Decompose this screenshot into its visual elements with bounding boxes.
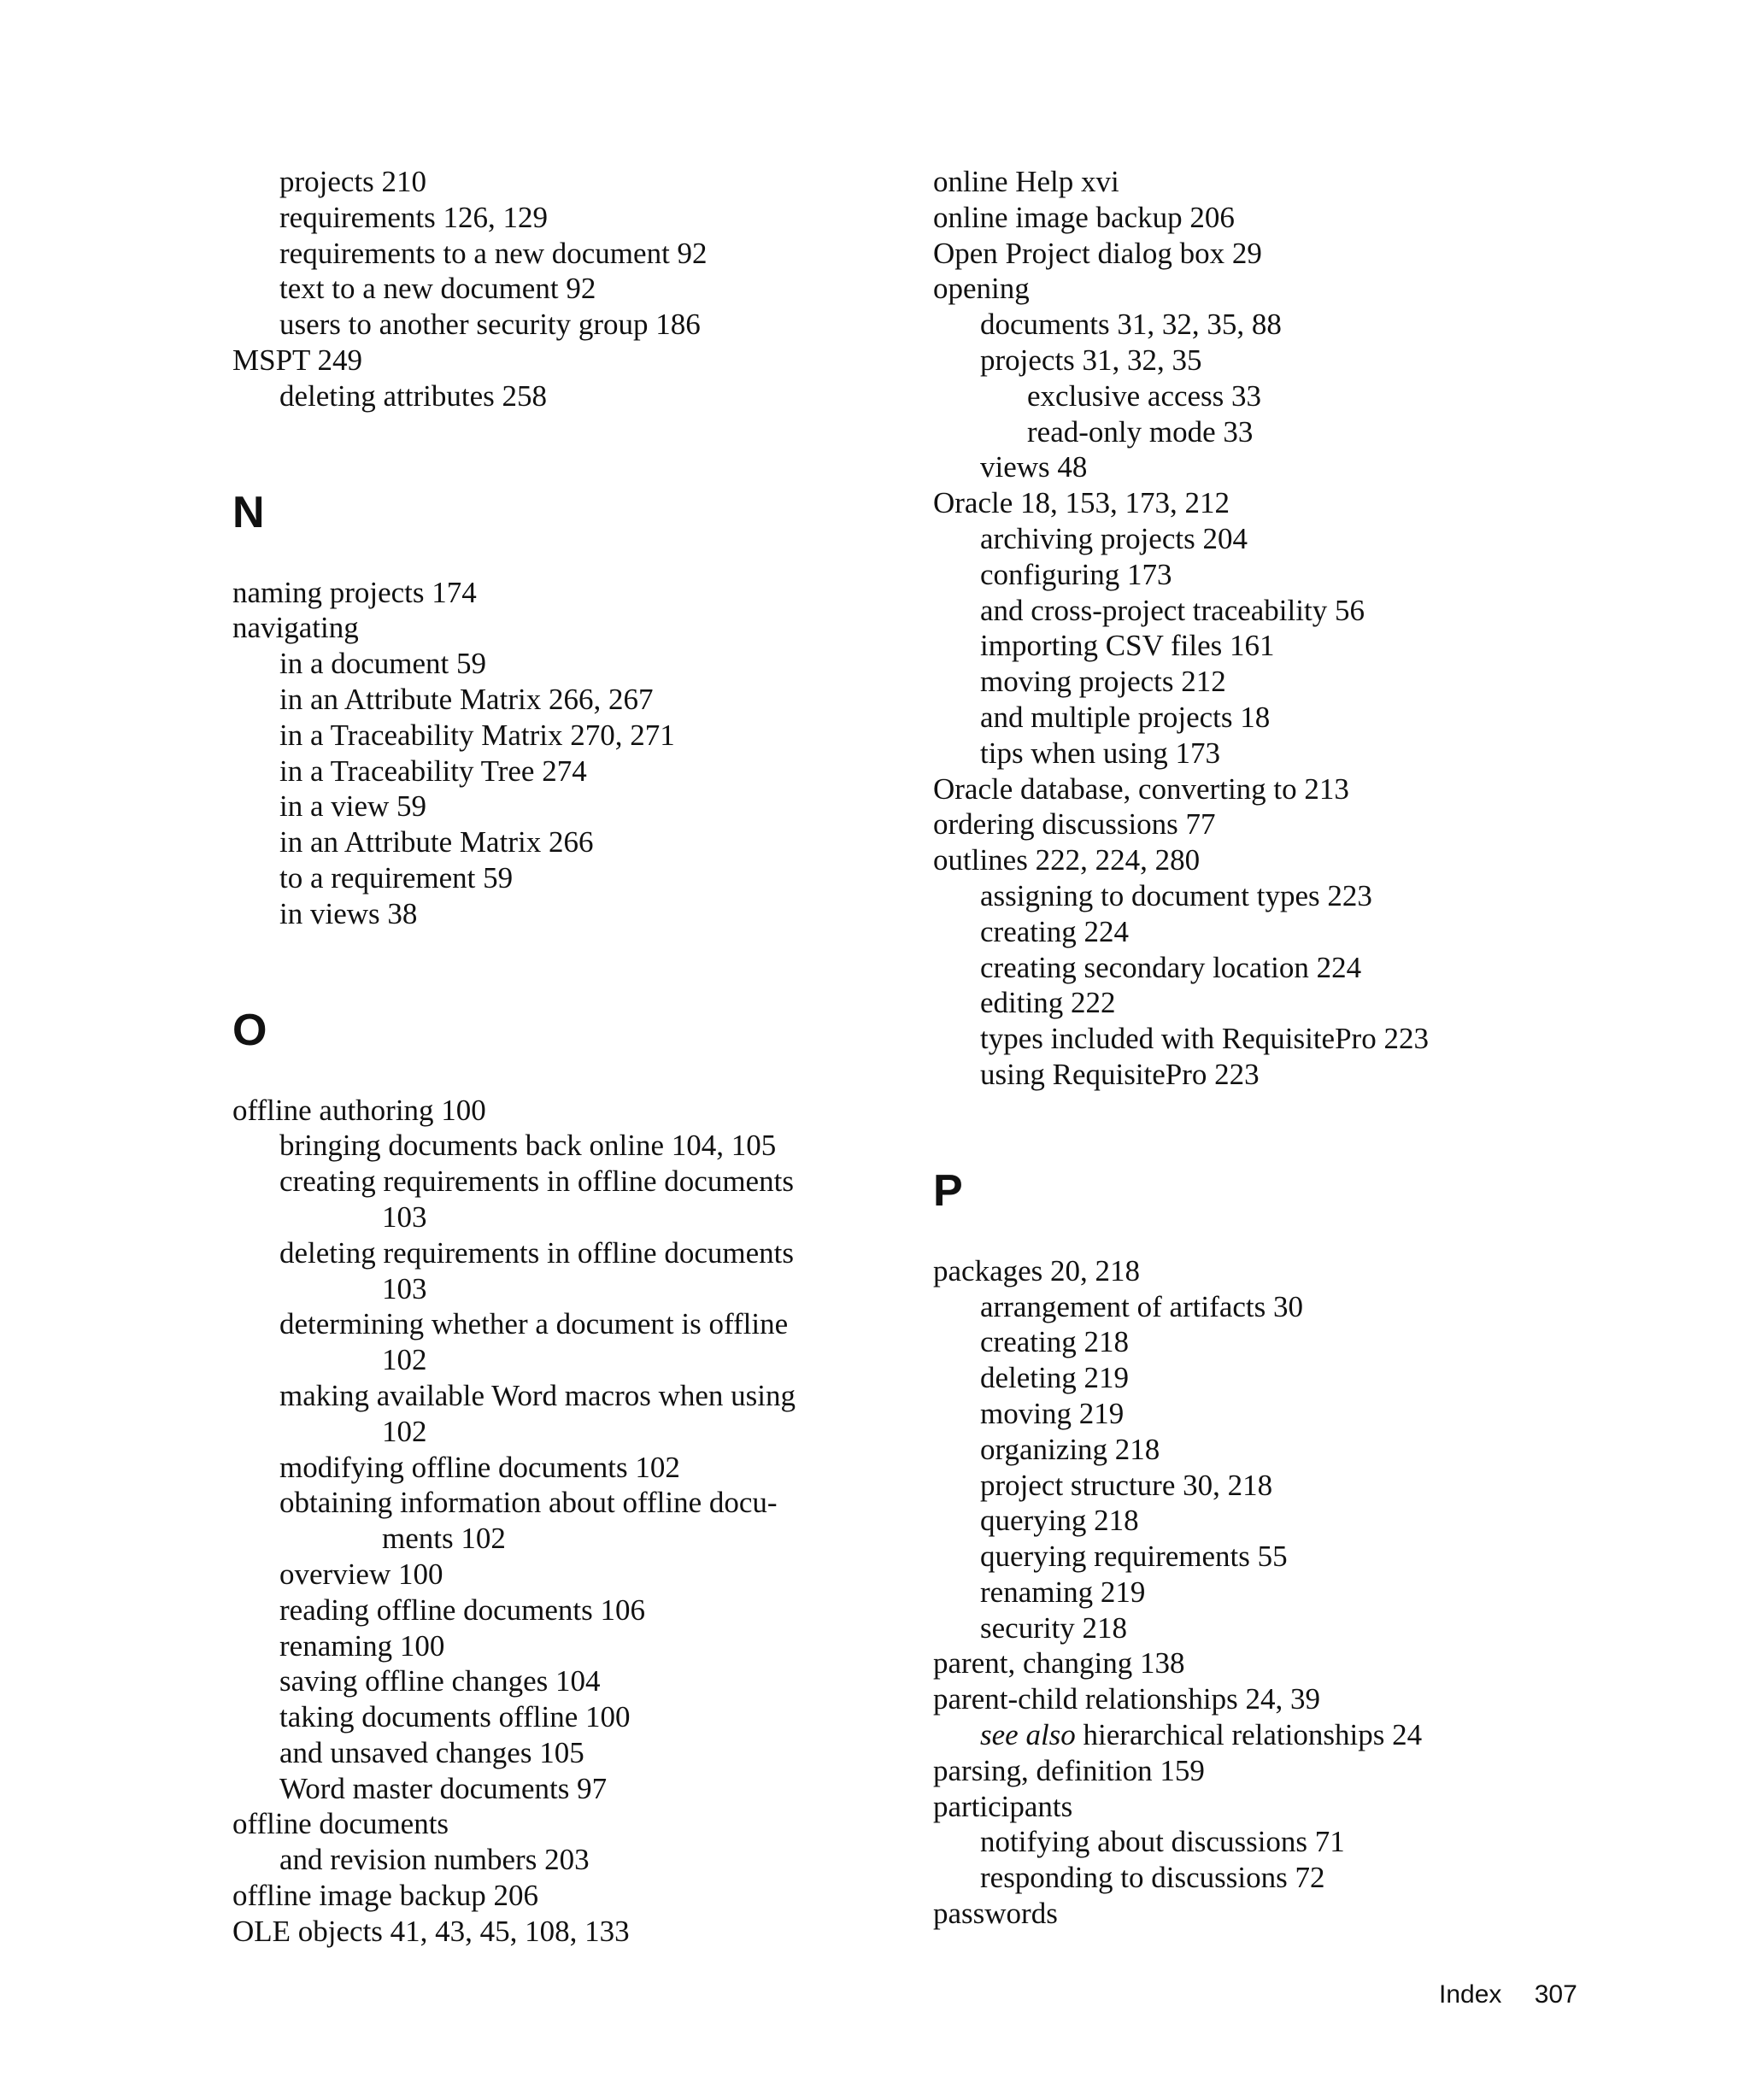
footer-page-number: 307 (1534, 1980, 1577, 2009)
index-entry: users to another security group 186 (279, 308, 701, 342)
index-entry: overview 100 (279, 1557, 443, 1591)
index-entry: assigning to document types 223 (980, 878, 1372, 912)
page-footer (1439, 1980, 1577, 2009)
index-entry: requirements to a new document 92 (279, 236, 708, 270)
index-entry: naming projects 174 (232, 575, 477, 609)
index-entry: in a document 59 (279, 647, 487, 681)
index-entry: importing CSV files 161 (980, 629, 1275, 663)
index-entry: and unsaved changes 105 (279, 1735, 584, 1769)
index-entry: in a Traceability Tree 274 (279, 754, 587, 788)
index-entry: organizing 218 (980, 1432, 1160, 1466)
index-entry: deleting attributes 258 (279, 378, 547, 413)
index-entry: in a Traceability Matrix 270, 271 (279, 718, 675, 752)
index-entry: parent-child relationships 24, 39 (933, 1682, 1320, 1716)
index-entry: offline documents (232, 1807, 449, 1841)
index-entry-continuation: 102 (382, 1343, 427, 1377)
index-entry: and cross-project traceability 56 (980, 593, 1365, 627)
see-also-label: see also (980, 1718, 1076, 1752)
index-entry: creating 218 (980, 1325, 1129, 1359)
index-entry: using RequisitePro 223 (980, 1057, 1260, 1091)
index-entry-continuation: 103 (382, 1200, 427, 1234)
index-entry: querying requirements 55 (980, 1540, 1288, 1574)
index-entry-continuation: 102 (382, 1414, 427, 1448)
index-entry: Word master documents 97 (279, 1771, 608, 1805)
index-entry: making available Word macros when using (279, 1378, 796, 1412)
index-entry: determining whether a document is offline (279, 1307, 789, 1341)
index-entry: project structure 30, 218 (980, 1468, 1273, 1502)
index-entry: security 218 (980, 1610, 1128, 1645)
index-entry: renaming 219 (980, 1575, 1146, 1609)
index-entry: Oracle 18, 153, 173, 212 (933, 486, 1230, 520)
index-entry: types included with RequisitePro 223 (980, 1022, 1429, 1056)
index-section-letter: N (232, 487, 265, 537)
section-spacer (232, 414, 848, 450)
index-entry: online Help xvi (933, 165, 1119, 198)
index-entry: bringing documents back online 104, 105 (279, 1129, 777, 1163)
index-entry: navigating (232, 611, 359, 645)
index-entry: ordering discussions 77 (933, 807, 1216, 842)
index-entry: creating requirements in offline documents (279, 1164, 794, 1199)
index-entry: reading offline documents 106 (279, 1593, 645, 1627)
index-column-left (232, 164, 848, 1950)
index-entry: deleting requirements in offline documents (279, 1235, 794, 1270)
index-entry: participants (933, 1789, 1073, 1823)
index-entry: online image backup 206 (933, 200, 1235, 234)
index-entry: responding to discussions 72 (980, 1861, 1325, 1895)
index-entry: querying 218 (980, 1504, 1139, 1538)
index-entry: offline authoring 100 (232, 1093, 486, 1127)
index-section-letter: O (232, 1005, 267, 1055)
index-entry: to a requirement 59 (279, 860, 514, 895)
index-entry: renaming 100 (279, 1628, 445, 1663)
index-entry: creating 224 (980, 914, 1129, 948)
index-entry: views 48 (980, 450, 1088, 484)
index-entry: tips when using 173 (980, 736, 1220, 770)
index-entry: documents 31, 32, 35, 88 (980, 308, 1282, 342)
index-entry: and revision numbers 203 (279, 1843, 590, 1877)
index-entry: OLE objects 41, 43, 45, 108, 133 (232, 1914, 630, 1948)
index-see-also-entry (933, 1717, 1548, 1753)
index-entry: Open Project dialog box 29 (933, 236, 1262, 270)
index-entry: arrangement of artifacts 30 (980, 1289, 1304, 1323)
index-entry: creating secondary location 224 (980, 950, 1362, 984)
index-entry: in views 38 (279, 896, 418, 930)
index-entry: requirements 126, 129 (279, 200, 548, 234)
index-entry: moving 219 (980, 1396, 1125, 1430)
section-spacer (933, 1093, 1548, 1129)
index-entry: deleting 219 (980, 1361, 1129, 1395)
index-entry: archiving projects 204 (980, 521, 1248, 555)
index-entry: projects 210 (279, 165, 427, 198)
index-entry-continuation: ments 102 (382, 1522, 506, 1556)
index-entry: passwords (933, 1897, 1058, 1931)
index-entry: text to a new document 92 (279, 272, 596, 306)
see-also-target: hierarchical relationships 24 (1075, 1718, 1423, 1752)
index-entry: configuring 173 (980, 557, 1172, 591)
index-entry: in an Attribute Matrix 266, 267 (279, 682, 654, 716)
index-entry: in a view 59 (279, 789, 427, 824)
index-entry-continuation: 103 (382, 1271, 427, 1305)
index-entry: obtaining information about offline docu- (279, 1486, 778, 1520)
index-entry: editing 222 (980, 986, 1116, 1020)
index-entry: outlines 222, 224, 280 (933, 843, 1201, 877)
footer-section-label: Index (1439, 1980, 1502, 2009)
index-entry: offline image backup 206 (232, 1879, 538, 1913)
index-entry: notifying about discussions 71 (980, 1825, 1345, 1859)
section-spacer (232, 932, 848, 968)
index-entry: parsing, definition 159 (933, 1753, 1205, 1787)
index-entry: packages 20, 218 (933, 1253, 1141, 1288)
index-column-right (933, 164, 1548, 1932)
index-entry: saving offline changes 104 (279, 1664, 601, 1698)
index-entry: projects 31, 32, 35 (980, 343, 1202, 377)
index-entry: Oracle database, converting to 213 (933, 771, 1349, 806)
index-entry: exclusive access 33 (1027, 378, 1262, 413)
index-entry: MSPT 249 (232, 343, 363, 377)
index-entry: parent, changing 138 (933, 1646, 1185, 1681)
index-entry: modifying offline documents 102 (279, 1450, 680, 1484)
index-entry: in an Attribute Matrix 266 (279, 825, 594, 859)
index-entry: read-only mode 33 (1027, 414, 1254, 449)
index-entry: opening (933, 272, 1030, 306)
index-entry: taking documents offline 100 (279, 1700, 631, 1734)
index-section-letter: P (933, 1165, 963, 1216)
index-entry: moving projects 212 (980, 665, 1226, 699)
index-entry: and multiple projects 18 (980, 700, 1271, 734)
